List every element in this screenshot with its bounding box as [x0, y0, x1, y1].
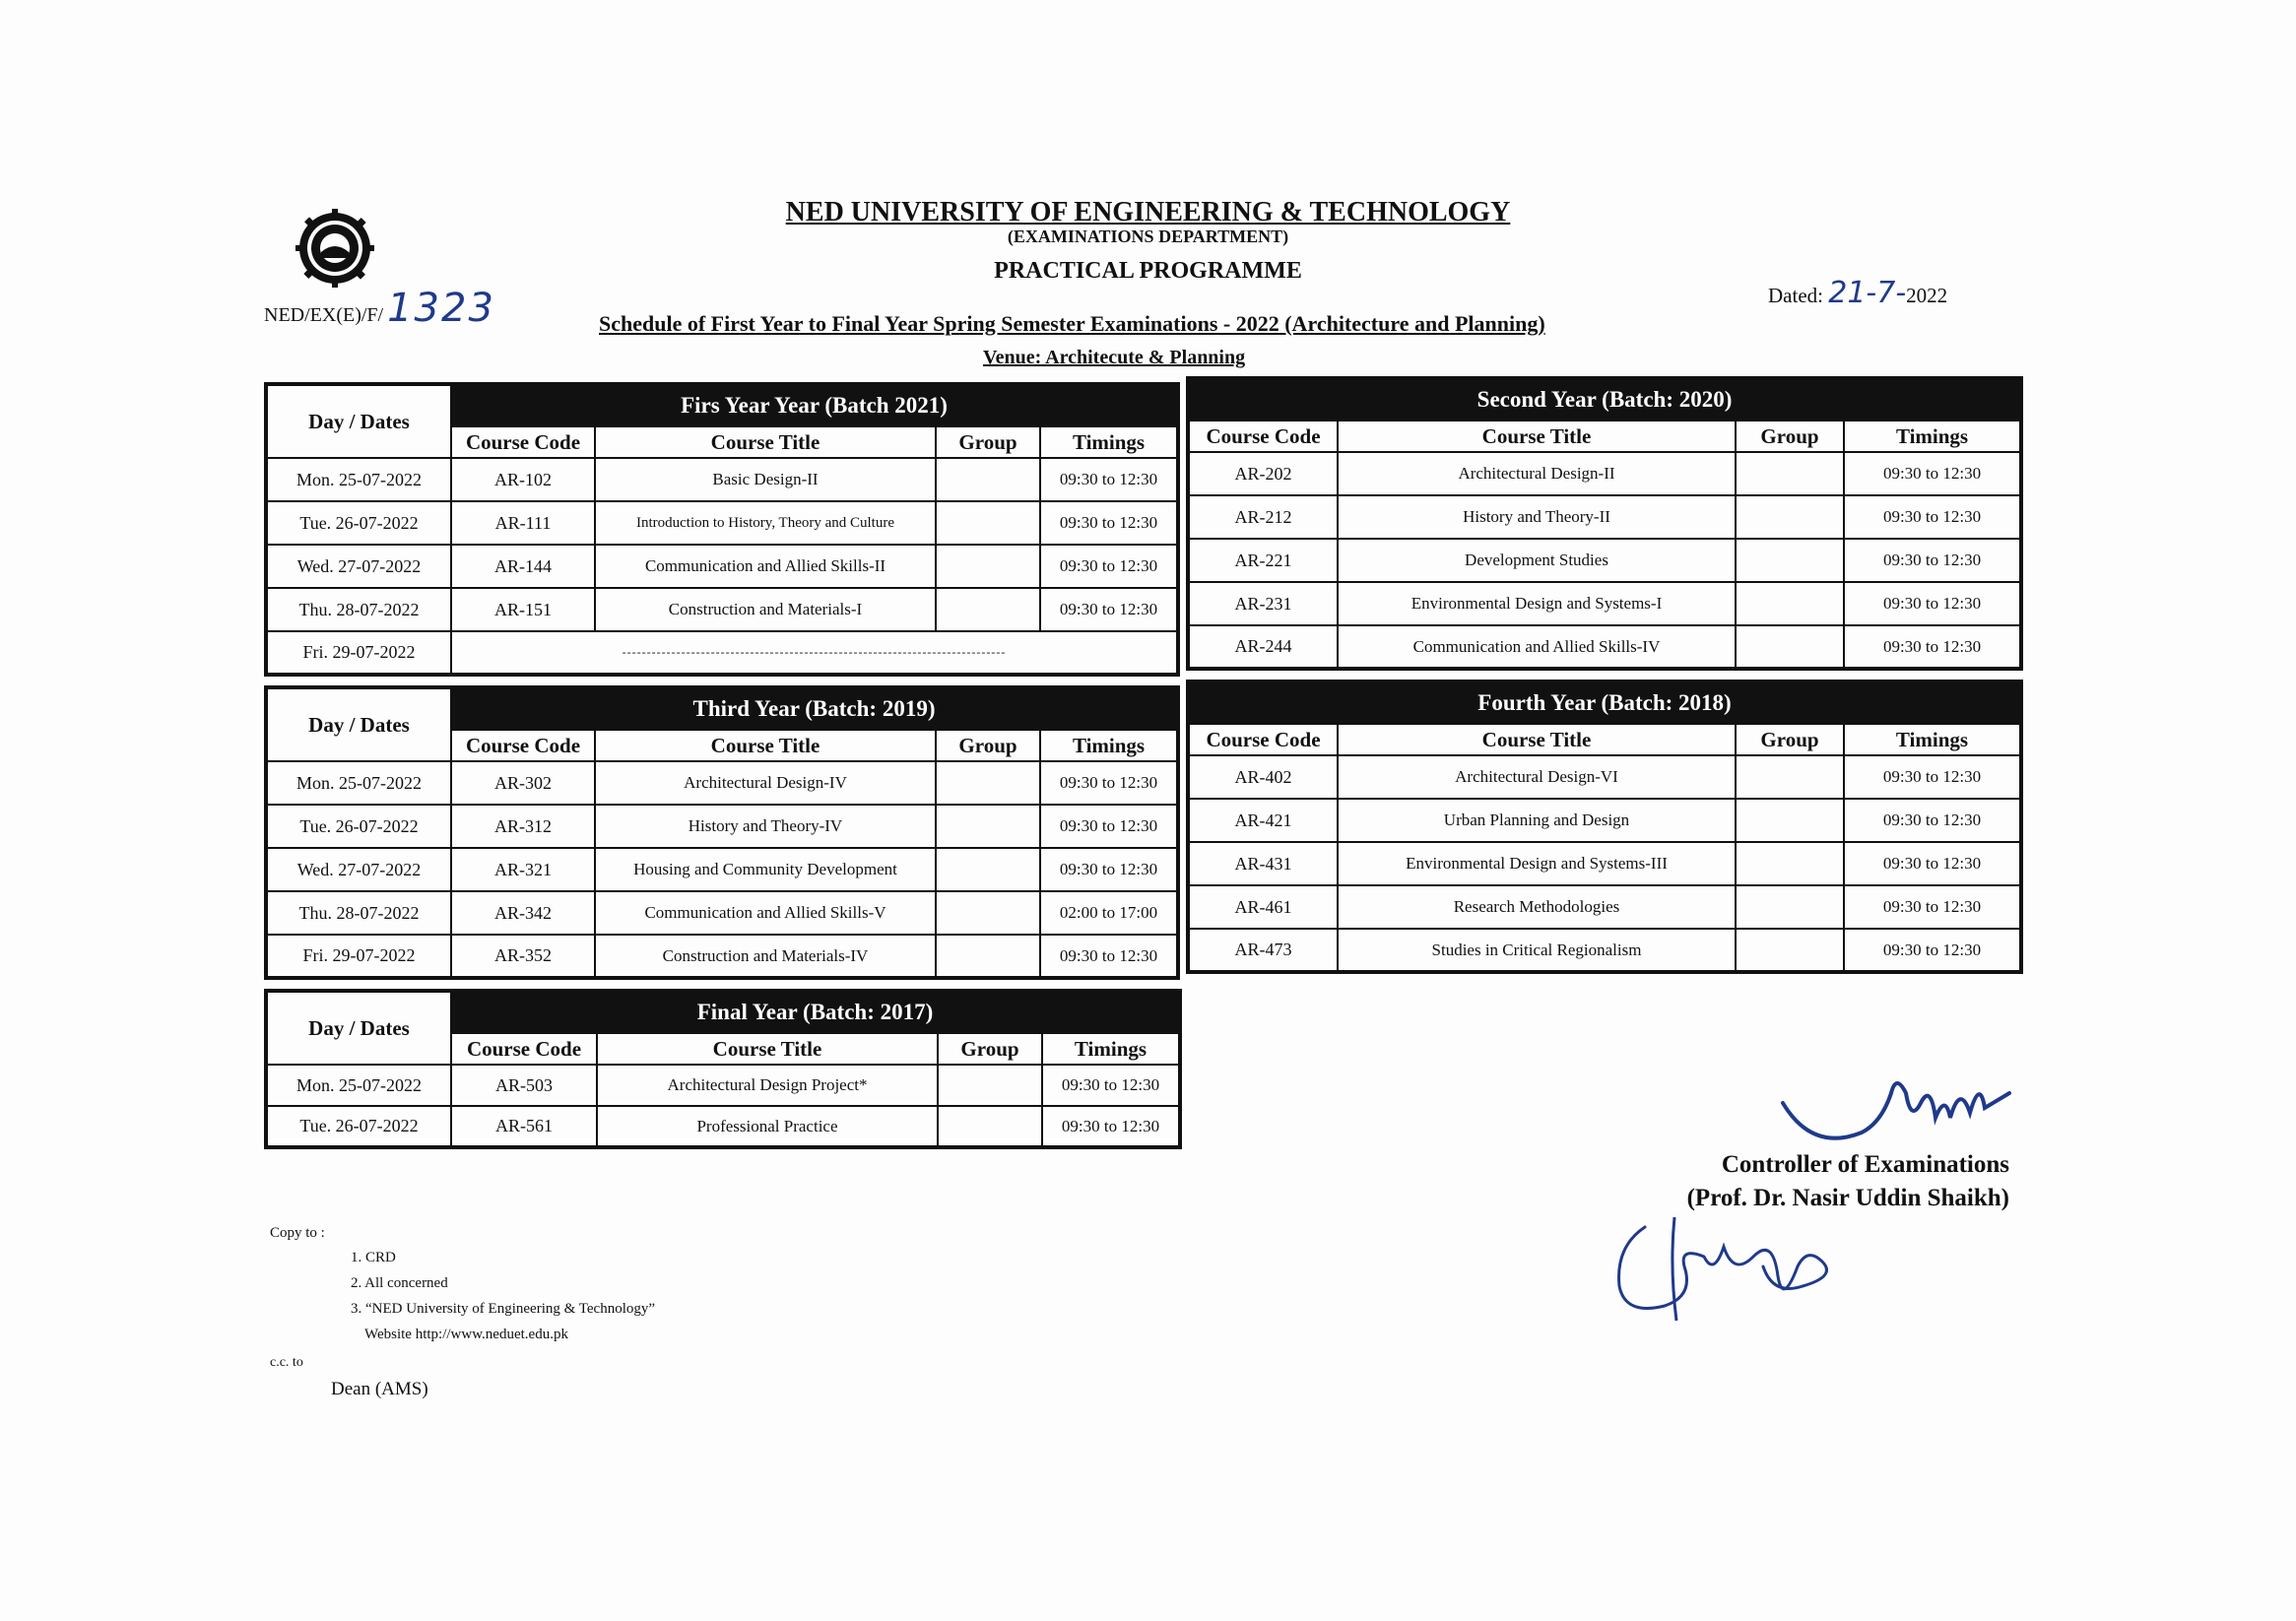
- day-cell: Mon. 25-07-2022: [266, 1065, 451, 1106]
- course-title-cell: Basic Design-II: [595, 458, 936, 501]
- copy-item: 2. All concerned: [351, 1275, 448, 1291]
- cc-recipient: Dean (AMS): [331, 1379, 428, 1399]
- reference-number: [264, 286, 495, 331]
- day-cell: Tue. 26-07-2022: [266, 501, 451, 545]
- group-header: Group: [938, 1033, 1042, 1065]
- copy-item: 1. CRD: [351, 1250, 396, 1265]
- timings-cell: 09:30 to 12:30: [1844, 582, 2021, 625]
- controller-name: (Prof. Dr. Nasir Uddin Shaikh): [1686, 1185, 2009, 1211]
- course-code-cell: AR-312: [451, 805, 595, 848]
- day-cell: Fri. 29-07-2022: [266, 935, 451, 978]
- table-row: [1188, 539, 2021, 582]
- fourth-year-title: Fourth Year (Batch: 2018): [1188, 681, 2021, 724]
- timings-header: Timings: [1844, 724, 2021, 755]
- copy-item: 3. “NED University of Engineering & Technology”: [351, 1301, 656, 1317]
- university-name-text: NED UNIVERSITY OF ENGINEERING & TECHNOLOGY: [785, 197, 1511, 227]
- day-cell: Fri. 29-07-2022: [266, 631, 451, 675]
- timings-cell: 09:30 to 12:30: [1040, 761, 1178, 805]
- day-cell: Thu. 28-07-2022: [266, 588, 451, 631]
- course-code-cell: AR-561: [451, 1106, 597, 1147]
- day-cell: Mon. 25-07-2022: [266, 458, 451, 501]
- course-code-cell: AR-352: [451, 935, 595, 978]
- table-row: [1188, 842, 2021, 885]
- course-title-cell: Architectural Design-IV: [595, 761, 936, 805]
- course-code-header: Course Code: [451, 426, 595, 458]
- course-code-header: Course Code: [451, 1033, 597, 1065]
- table-row: [1188, 495, 2021, 539]
- table-row: [1188, 929, 2021, 972]
- dated-year: 2022: [1906, 284, 1948, 307]
- table-row: [1188, 452, 2021, 495]
- day-dates-header: Day / Dates: [266, 991, 451, 1065]
- reference-number-handwritten: 1323: [387, 286, 495, 331]
- course-title-cell: Architectural Design-II: [1338, 452, 1736, 495]
- group-cell: [936, 501, 1040, 545]
- table-row: [1188, 885, 2021, 929]
- table-row: [266, 891, 1178, 935]
- controller-block: [1615, 1148, 2009, 1215]
- course-code-header: Course Code: [451, 730, 595, 761]
- course-title-header: Course Title: [1338, 724, 1736, 755]
- course-title-header: Course Title: [595, 426, 936, 458]
- final-year-title: Final Year (Batch: 2017): [451, 991, 1180, 1033]
- dean-signature: [1606, 1207, 1852, 1335]
- course-title-cell: Research Methodologies: [1338, 885, 1736, 929]
- first-year-title: Firs Year Year (Batch 2021): [451, 384, 1178, 426]
- table-row: [1188, 582, 2021, 625]
- group-header: Group: [1736, 421, 1844, 452]
- day-cell: Wed. 27-07-2022: [266, 848, 451, 891]
- copy-to-label: Copy to :: [270, 1225, 325, 1241]
- timings-cell: 09:30 to 12:30: [1040, 588, 1178, 631]
- table-row: [1188, 625, 2021, 669]
- course-title-cell: Introduction to History, Theory and Culture: [595, 501, 936, 545]
- course-title-header: Course Title: [1338, 421, 1736, 452]
- group-cell: [936, 805, 1040, 848]
- final-year-table: [264, 989, 1182, 1149]
- timings-header: Timings: [1040, 730, 1178, 761]
- course-code-cell: AR-244: [1188, 625, 1338, 669]
- dated: [1768, 276, 1947, 310]
- course-title-cell: Communication and Allied Skills-V: [595, 891, 936, 935]
- course-title-cell: History and Theory-IV: [595, 805, 936, 848]
- course-title-cell: Urban Planning and Design: [1338, 799, 1736, 842]
- table-row: [266, 761, 1178, 805]
- day-dates-header: Day / Dates: [266, 384, 451, 458]
- course-title-cell: Environmental Design and Systems-III: [1338, 842, 1736, 885]
- course-code-cell: AR-302: [451, 761, 595, 805]
- group-cell: [936, 761, 1040, 805]
- day-cell: Thu. 28-07-2022: [266, 891, 451, 935]
- table-row: [266, 935, 1178, 978]
- group-cell: [936, 588, 1040, 631]
- day-cell: Wed. 27-07-2022: [266, 545, 451, 588]
- table-row: [266, 588, 1178, 631]
- group-cell: [936, 891, 1040, 935]
- timings-cell: 02:00 to 17:00: [1040, 891, 1178, 935]
- table-row: [266, 631, 1178, 675]
- timings-cell: 09:30 to 12:30: [1844, 885, 2021, 929]
- schedule-title: Schedule of First Year to Final Year Spring Semester Examinations - 2022 (Architecture and Planning): [599, 311, 1545, 336]
- course-title-header: Course Title: [595, 730, 936, 761]
- course-code-cell: AR-402: [1188, 755, 1338, 799]
- controller-signature: [1773, 1064, 2019, 1162]
- course-title-cell: History and Theory-II: [1338, 495, 1736, 539]
- timings-header: Timings: [1040, 426, 1178, 458]
- course-title-cell: Housing and Community Development: [595, 848, 936, 891]
- day-dates-header: Day / Dates: [266, 687, 451, 761]
- timings-cell: 09:30 to 12:30: [1040, 501, 1178, 545]
- course-code-header: Course Code: [1188, 421, 1338, 452]
- course-code-cell: AR-231: [1188, 582, 1338, 625]
- venue: Venue: Architecute & Planning: [983, 347, 1246, 368]
- course-code-cell: AR-431: [1188, 842, 1338, 885]
- reference-prefix: NED/EX(E)/F/: [264, 304, 384, 326]
- course-code-cell: AR-503: [451, 1065, 597, 1106]
- no-exam-dashes: ------------------------------------------------------------------------------: [451, 631, 1178, 675]
- cc-to-label: c.c. to: [270, 1355, 303, 1370]
- course-code-cell: AR-144: [451, 545, 595, 588]
- timings-header: Timings: [1042, 1033, 1180, 1065]
- group-cell: [1736, 799, 1844, 842]
- timings-cell: 09:30 to 12:30: [1844, 452, 2021, 495]
- course-code-cell: AR-212: [1188, 495, 1338, 539]
- course-title-cell: Architectural Design Project*: [597, 1065, 938, 1106]
- group-cell: [1736, 929, 1844, 972]
- group-cell: [1736, 885, 1844, 929]
- copy-to-list: [351, 1245, 655, 1347]
- course-title-cell: Communication and Allied Skills-IV: [1338, 625, 1736, 669]
- group-cell: [936, 545, 1040, 588]
- first-year-table: [264, 382, 1180, 677]
- group-cell: [938, 1065, 1042, 1106]
- table-row: [266, 1106, 1180, 1147]
- table-row: [266, 545, 1178, 588]
- course-code-cell: AR-321: [451, 848, 595, 891]
- timings-cell: 09:30 to 12:30: [1040, 458, 1178, 501]
- dated-handwritten: 21-7-: [1828, 276, 1907, 310]
- timings-cell: 09:30 to 12:30: [1844, 842, 2021, 885]
- course-title-header: Course Title: [597, 1033, 938, 1065]
- course-code-cell: AR-102: [451, 458, 595, 501]
- course-title-cell: Construction and Materials-IV: [595, 935, 936, 978]
- table-row: [1188, 755, 2021, 799]
- timings-cell: 09:30 to 12:30: [1042, 1065, 1180, 1106]
- group-header: Group: [1736, 724, 1844, 755]
- course-title-cell: Studies in Critical Regionalism: [1338, 929, 1736, 972]
- department-name: (EXAMINATIONS DEPARTMENT): [1007, 227, 1289, 246]
- second-year-title: Second Year (Batch: 2020): [1188, 378, 2021, 421]
- course-code-cell: AR-342: [451, 891, 595, 935]
- table-row: [266, 501, 1178, 545]
- group-cell: [1736, 755, 1844, 799]
- group-cell: [936, 848, 1040, 891]
- course-code-cell: AR-151: [451, 588, 595, 631]
- timings-cell: 09:30 to 12:30: [1040, 545, 1178, 588]
- timings-cell: 09:30 to 12:30: [1042, 1106, 1180, 1147]
- timings-cell: 09:30 to 12:30: [1040, 848, 1178, 891]
- group-cell: [936, 935, 1040, 978]
- course-code-cell: AR-421: [1188, 799, 1338, 842]
- timings-cell: 09:30 to 12:30: [1844, 625, 2021, 669]
- group-cell: [936, 458, 1040, 501]
- university-name: [0, 197, 2296, 228]
- group-cell: [938, 1106, 1042, 1147]
- dated-label: Dated:: [1768, 284, 1823, 307]
- timings-header: Timings: [1844, 421, 2021, 452]
- course-title-cell: Communication and Allied Skills-II: [595, 545, 936, 588]
- timings-cell: 09:30 to 12:30: [1844, 799, 2021, 842]
- course-title-cell: Development Studies: [1338, 539, 1736, 582]
- timings-cell: 09:30 to 12:30: [1844, 495, 2021, 539]
- timings-cell: 09:30 to 12:30: [1040, 805, 1178, 848]
- course-title-cell: Professional Practice: [597, 1106, 938, 1147]
- group-cell: [1736, 539, 1844, 582]
- table-row: [1188, 799, 2021, 842]
- controller-title: Controller of Examinations: [1721, 1151, 2009, 1178]
- course-code-cell: AR-461: [1188, 885, 1338, 929]
- day-cell: Tue. 26-07-2022: [266, 805, 451, 848]
- third-year-title: Third Year (Batch: 2019): [451, 687, 1178, 730]
- course-code-cell: AR-221: [1188, 539, 1338, 582]
- group-cell: [1736, 495, 1844, 539]
- table-row: [266, 848, 1178, 891]
- third-year-table: [264, 685, 1180, 980]
- timings-cell: 09:30 to 12:30: [1844, 755, 2021, 799]
- programme-title: PRACTICAL PROGRAMME: [994, 258, 1302, 284]
- course-title-cell: Environmental Design and Systems-I: [1338, 582, 1736, 625]
- second-year-table: [1186, 376, 2023, 671]
- day-cell: Mon. 25-07-2022: [266, 761, 451, 805]
- course-title-cell: Construction and Materials-I: [595, 588, 936, 631]
- table-row: [266, 805, 1178, 848]
- day-cell: Tue. 26-07-2022: [266, 1106, 451, 1147]
- group-cell: [1736, 625, 1844, 669]
- course-code-cell: AR-202: [1188, 452, 1338, 495]
- course-code-cell: AR-111: [451, 501, 595, 545]
- group-cell: [1736, 842, 1844, 885]
- group-header: Group: [936, 730, 1040, 761]
- course-title-cell: Architectural Design-VI: [1338, 755, 1736, 799]
- group-cell: [1736, 452, 1844, 495]
- course-code-cell: AR-473: [1188, 929, 1338, 972]
- timings-cell: 09:30 to 12:30: [1844, 929, 2021, 972]
- timings-cell: 09:30 to 12:30: [1844, 539, 2021, 582]
- timings-cell: 09:30 to 12:30: [1040, 935, 1178, 978]
- website-line: Website http://www.neduet.edu.pk: [364, 1327, 568, 1342]
- fourth-year-table: [1186, 680, 2023, 974]
- table-row: [266, 458, 1178, 501]
- group-cell: [1736, 582, 1844, 625]
- course-code-header: Course Code: [1188, 724, 1338, 755]
- group-header: Group: [936, 426, 1040, 458]
- table-row: [266, 1065, 1180, 1106]
